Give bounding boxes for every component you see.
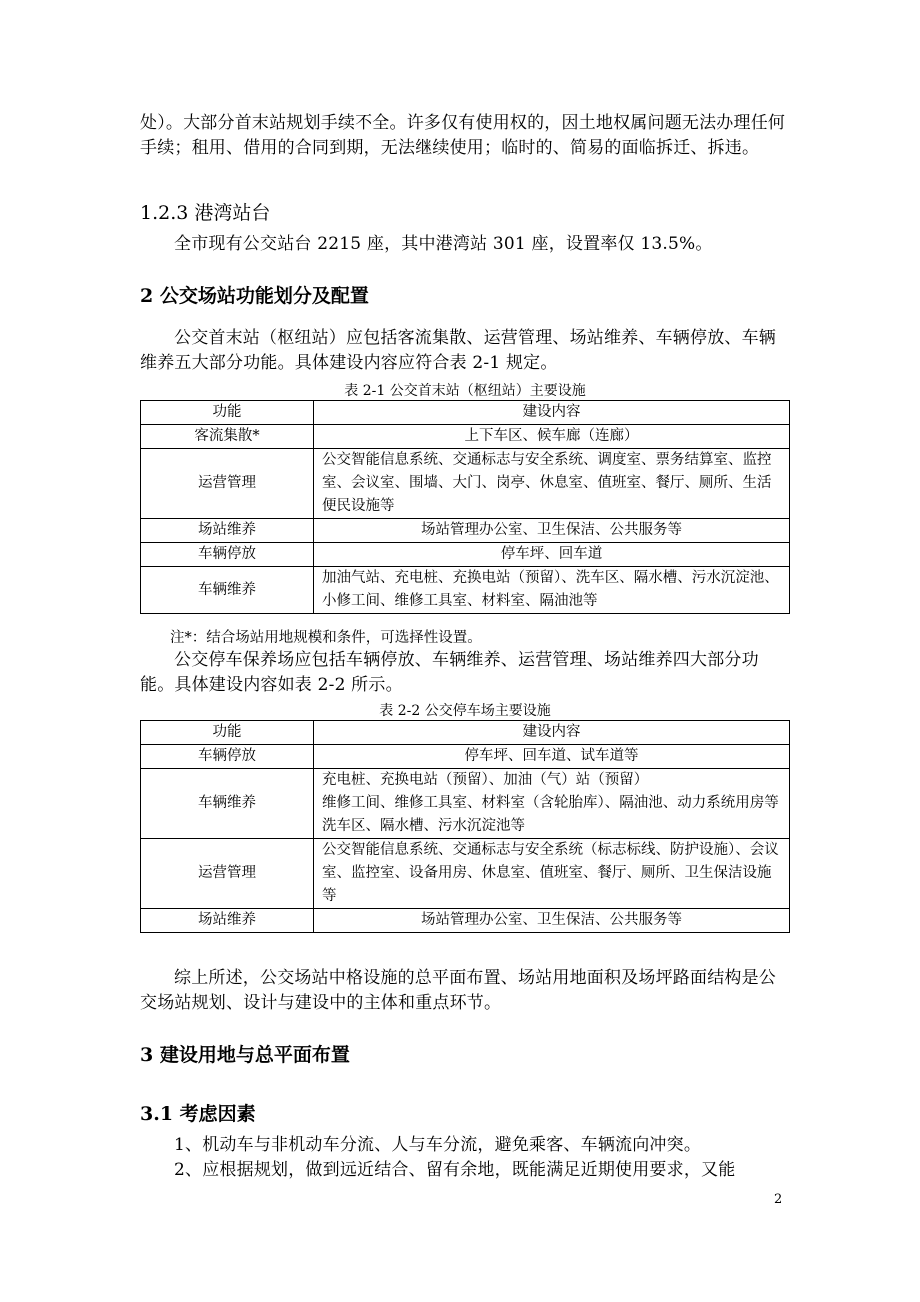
row-function: 场站维养 [141,909,314,933]
section-2-paragraph-2: 公交停车保养场应包括车辆停放、车辆维养、运营管理、场站维养四大部分功能。具体建设内容如表 2-2 所示。 [140,650,759,695]
table-2-1-note: 注*：结合场站用地规模和条件，可选择性设置。 [170,630,482,646]
table-row [141,567,790,614]
section-2-heading: 2 公交场站功能划分及配置 [140,285,369,307]
section-3-1-heading: 3.1 考虑因素 [140,1103,256,1125]
section-2-paragraph-3: 综上所述，公交场站中格设施的总平面布置、场站用地面积及场坪路面结构是公交场站规划、设计与建设中的主体和重点环节。 [140,968,776,1013]
content-line: 维修工间、维修工具室、材料室（含轮胎库）、隔油池、动力系统用房等 [322,795,779,811]
row-content: 停车坪、回车道 [314,543,790,567]
table-2-1 [140,400,790,614]
row-function: 车辆停放 [141,745,314,769]
row-function: 运营管理 [141,839,314,909]
row-function: 车辆维养 [141,567,314,614]
row-function: 客流集散* [141,425,314,449]
section-3-heading: 3 建设用地与总平面布置 [140,1044,350,1066]
table-row [141,839,790,909]
content-line: 公交智能信息系统、交通标志与安全系统（标志标线、防护设施）、会议室、监控室、设备用房、休息室、值班室、餐厅、厕所、卫生保洁设施等 [322,842,779,904]
page-number: 2 [774,1192,783,1207]
header-content: 建设内容 [314,401,790,425]
intro-paragraph: 处）。大部分首末站规划手续不全。许多仅有使用权的，因土地权属问题无法办理任何手续；租用、借用的合同到期，无法继续使用；临时的、简易的面临拆迁、拆违。 [140,113,786,158]
list-item: 1、机动车与非机动车分流、人与车分流，避免乘客、车辆流向冲突。 [174,1135,702,1155]
table-row [141,449,790,519]
section-1-2-3-heading: 1.2.3 港湾站台 [140,202,271,224]
row-function: 车辆停放 [141,543,314,567]
header-function: 功能 [141,401,314,425]
table-row [141,543,790,567]
row-content [314,769,790,839]
section-1-2-3-text: 全市现有公交站台 2215 座，其中港湾站 301 座，设置率仅 13.5%。 [174,234,713,254]
table-2-2 [140,720,790,933]
row-content [314,839,790,909]
row-content [314,909,790,933]
row-content [314,745,790,769]
row-function: 场站维养 [141,519,314,543]
table-header-row [141,721,790,745]
table-2-2-caption: 表 2-2 公交停车场主要设施 [379,703,551,719]
content-line: 场站管理办公室、卫生保洁、公共服务等 [421,912,682,928]
table-row [141,909,790,933]
table-header-row [141,401,790,425]
header-function: 功能 [141,721,314,745]
table-row [141,519,790,543]
row-function: 车辆维养 [141,769,314,839]
section-2-paragraph-1: 公交首末站（枢纽站）应包括客流集散、运营管理、场站维养、车辆停放、车辆维养五大部分功能。具体建设内容应符合表 2-1 规定。 [140,328,776,373]
content-line: 停车坪、回车道、试车道等 [464,748,639,764]
row-content: 场站管理办公室、卫生保洁、公共服务等 [314,519,790,543]
table-row [141,425,790,449]
table-row [141,769,790,839]
row-function: 运营管理 [141,449,314,519]
row-content: 上下车区、候车廊（连廊） [314,425,790,449]
content-line: 洗车区、隔水槽、污水沉淀池等 [322,818,525,834]
table-2-1-caption: 表 2-1 公交首末站（枢纽站）主要设施 [344,383,586,399]
row-content: 公交智能信息系统、交通标志与安全系统、调度室、票务结算室、监控室、会议室、围墙、大门、岗亭、休息室、值班室、餐厅、厕所、生活便民设施等 [314,449,790,519]
content-line: 充电桩、充换电站（预留）、加油（气）站（预留） [322,772,649,788]
header-content: 建设内容 [314,721,790,745]
table-row [141,745,790,769]
list-item: 2、应根据规划，做到远近结合、留有余地，既能满足近期使用要求，又能 [174,1160,736,1180]
row-content: 加油气站、充电桩、充换电站（预留）、洗车区、隔水槽、污水沉淀池、小修工间、维修工具室、材料室、隔油池等 [314,567,790,614]
